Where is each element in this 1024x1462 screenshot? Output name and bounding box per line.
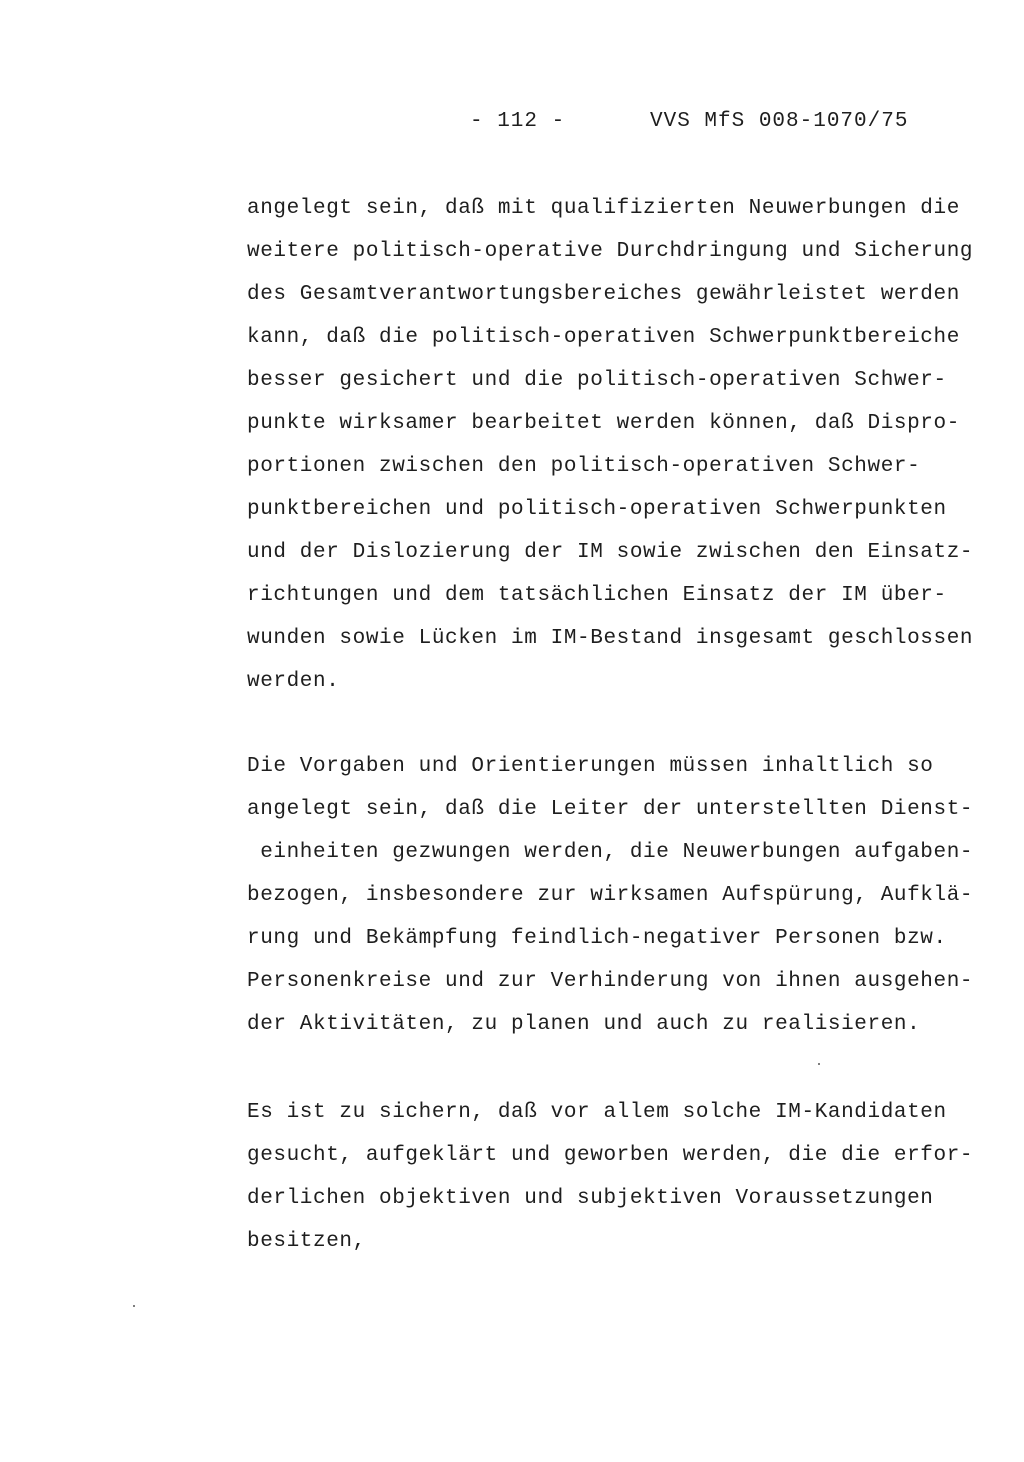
scan-speck xyxy=(818,1063,820,1065)
text-line: portionen zwischen den politisch-operativen Schwer- xyxy=(247,455,921,478)
text-line: und der Dislozierung der IM sowie zwischen den Einsatz- xyxy=(247,541,974,564)
text-line: rung und Bekämpfung feindlich-negativer Personen bzw. xyxy=(247,927,947,950)
page-number: - 112 - xyxy=(470,110,566,133)
text-line: angelegt sein, daß mit qualifizierten Neuwerbungen die xyxy=(247,197,960,220)
text-line: punkte wirksamer bearbeitet werden können, daß Dispro- xyxy=(247,412,960,435)
text-line: bezogen, insbesondere zur wirksamen Aufspürung, Aufklä- xyxy=(247,884,974,907)
text-line: einheiten gezwungen werden, die Neuwerbungen aufgaben- xyxy=(247,841,974,864)
text-line: besitzen, xyxy=(247,1230,366,1253)
page-header xyxy=(0,110,1024,140)
text-line: Es ist zu sichern, daß vor allem solche IM-Kandidaten xyxy=(247,1101,947,1124)
text-line: angelegt sein, daß die Leiter der unterstellten Dienst- xyxy=(247,798,974,821)
paragraph-2 xyxy=(247,745,987,1046)
text-line: werden. xyxy=(247,670,340,693)
text-line: richtungen und dem tatsächlichen Einsatz der IM über- xyxy=(247,584,947,607)
text-line: kann, daß die politisch-operativen Schwerpunktbereiche xyxy=(247,326,960,349)
text-line: weitere politisch-operative Durchdringung und Sicherung xyxy=(247,240,974,263)
text-line: Personenkreise und zur Verhinderung von ihnen ausgehen- xyxy=(247,970,974,993)
text-line: wunden sowie Lücken im IM-Bestand insgesamt geschlossen xyxy=(247,627,974,650)
text-line: punktbereichen und politisch-operativen Schwerpunkten xyxy=(247,498,947,521)
scan-speck xyxy=(133,1305,135,1307)
text-line: gesucht, aufgeklärt und geworben werden, die die erfor- xyxy=(247,1144,974,1167)
text-line: der Aktivitäten, zu planen und auch zu realisieren. xyxy=(247,1013,921,1036)
text-line: derlichen objektiven und subjektiven Voraussetzungen xyxy=(247,1187,934,1210)
paragraph-1 xyxy=(247,187,987,703)
text-line: des Gesamtverantwortungsbereiches gewährleistet werden xyxy=(247,283,960,306)
paragraph-3 xyxy=(247,1091,987,1263)
text-line: besser gesichert und die politisch-operativen Schwer- xyxy=(247,369,947,392)
text-line: Die Vorgaben und Orientierungen müssen inhaltlich so xyxy=(247,755,934,778)
document-reference: VVS MfS 008-1070/75 xyxy=(650,110,909,133)
